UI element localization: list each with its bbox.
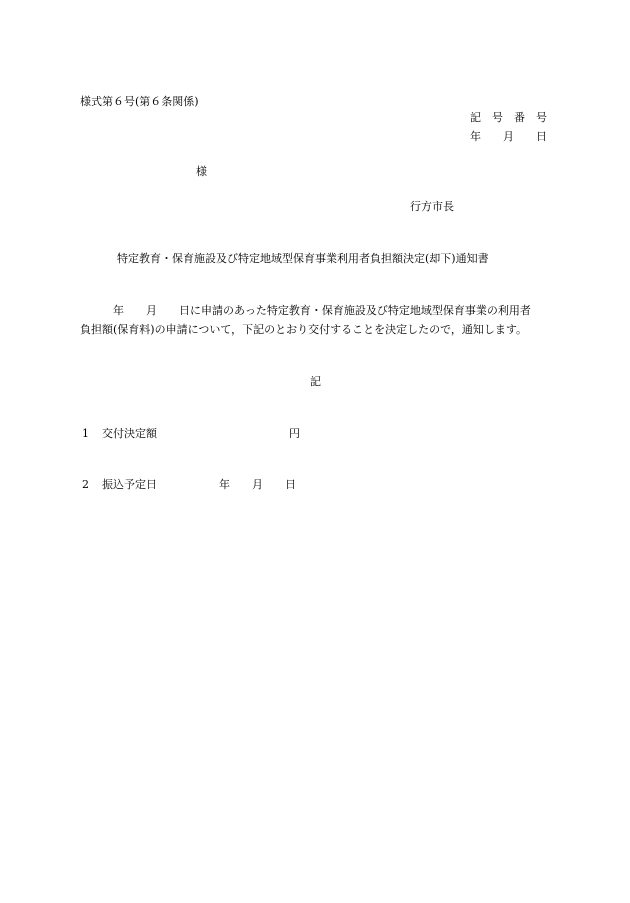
item-value-date: 年 月 日: [219, 478, 296, 491]
item-label-grant-amount: 交付決定額: [102, 427, 157, 440]
reference-number: 記 号 番 号: [470, 111, 547, 124]
body-text-line-2: 負担額(保育料)の申請について，下記のとおり交付することを決定したので，通知します。: [80, 323, 528, 336]
item-number: 2: [82, 478, 89, 491]
document-title: 特定教育・保育施設及び特定地域型保育事業利用者負担額決定(却下)通知書: [117, 252, 489, 265]
ki-heading: 記: [310, 375, 321, 388]
item-number: 1: [82, 427, 89, 440]
item-value-yen: 円: [289, 427, 300, 440]
form-number: 様式第６号(第６条関係): [80, 95, 199, 108]
issuer-name: 行方市長: [410, 200, 454, 213]
addressee-suffix: 様: [196, 165, 207, 178]
issue-date: 年 月 日: [470, 130, 547, 143]
item-label-transfer-date: 振込予定日: [102, 478, 157, 491]
body-text-line-1: 年 月 日に申請のあった特定教育・保育施設及び特定地域型保育事業の利用者: [80, 304, 531, 317]
